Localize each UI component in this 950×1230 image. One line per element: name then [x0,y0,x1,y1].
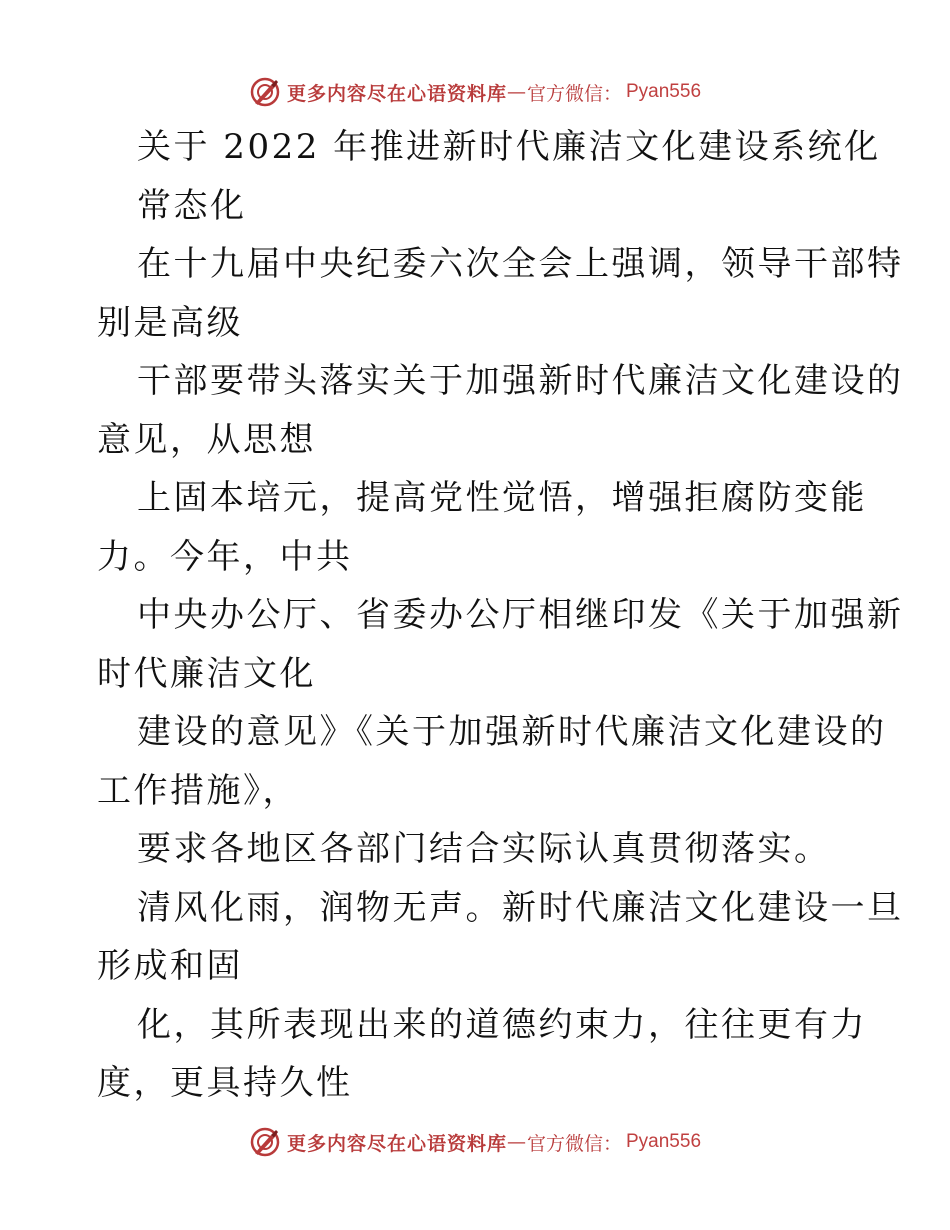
document-line: 化，其所表现出来的道德约束力，往往更有力 [137,1004,867,1045]
banner-wechat-label: 官方微信： [526,82,622,105]
document-line: 常态化 [137,185,247,226]
header-banner [0,72,950,112]
document-line: 中央办公厅、省委办公厅相继印发《关于加强新 [137,595,904,635]
document-line: 上固本培元，提高党性觉悟，增强拒腐防变能 [137,478,867,518]
document-body [97,118,904,1113]
banner-wechat-label: 官方微信： [526,1132,622,1155]
banner-wechat-id: Pyan556 [626,1131,702,1152]
document-line: 干部要带头落实关于加强新时代廉洁文化建设的 [137,361,904,401]
document-line: 建设的意见》《关于加强新时代廉洁文化建设的 [137,712,887,752]
document-line: 度，更具持久性 [97,1063,353,1103]
document-line: 时代廉洁文化 [97,653,316,694]
document-line: 形成和固 [97,946,243,986]
document-line: 力。今年，中共 [97,536,353,577]
banner-brand-text: 更多内容尽在心语资料库 [286,1132,507,1155]
document-line: 要求各地区各部门结合实际认真贯彻落实。 [137,829,831,869]
banner-separator: — [506,1131,527,1153]
document-line: 意见，从思想 [97,419,316,460]
banner-brand-text: 更多内容尽在心语资料库 [286,82,507,105]
document-line: 在十九届中央纪委六次全会上强调，领导干部特 [137,244,904,284]
document-line: 别是高级 [97,302,243,343]
document-line: 工作措施》， [97,770,299,811]
pen-logo-icon [249,1126,281,1158]
footer-banner [0,1122,950,1162]
banner-separator: — [506,81,527,103]
document-line: 关于 2022 年推进新时代廉洁文化建设系统化 [137,127,881,167]
banner-wechat-id: Pyan556 [626,81,702,102]
pen-logo-icon [249,76,281,108]
document-line: 清风化雨，润物无声。新时代廉洁文化建设一旦 [137,887,904,928]
